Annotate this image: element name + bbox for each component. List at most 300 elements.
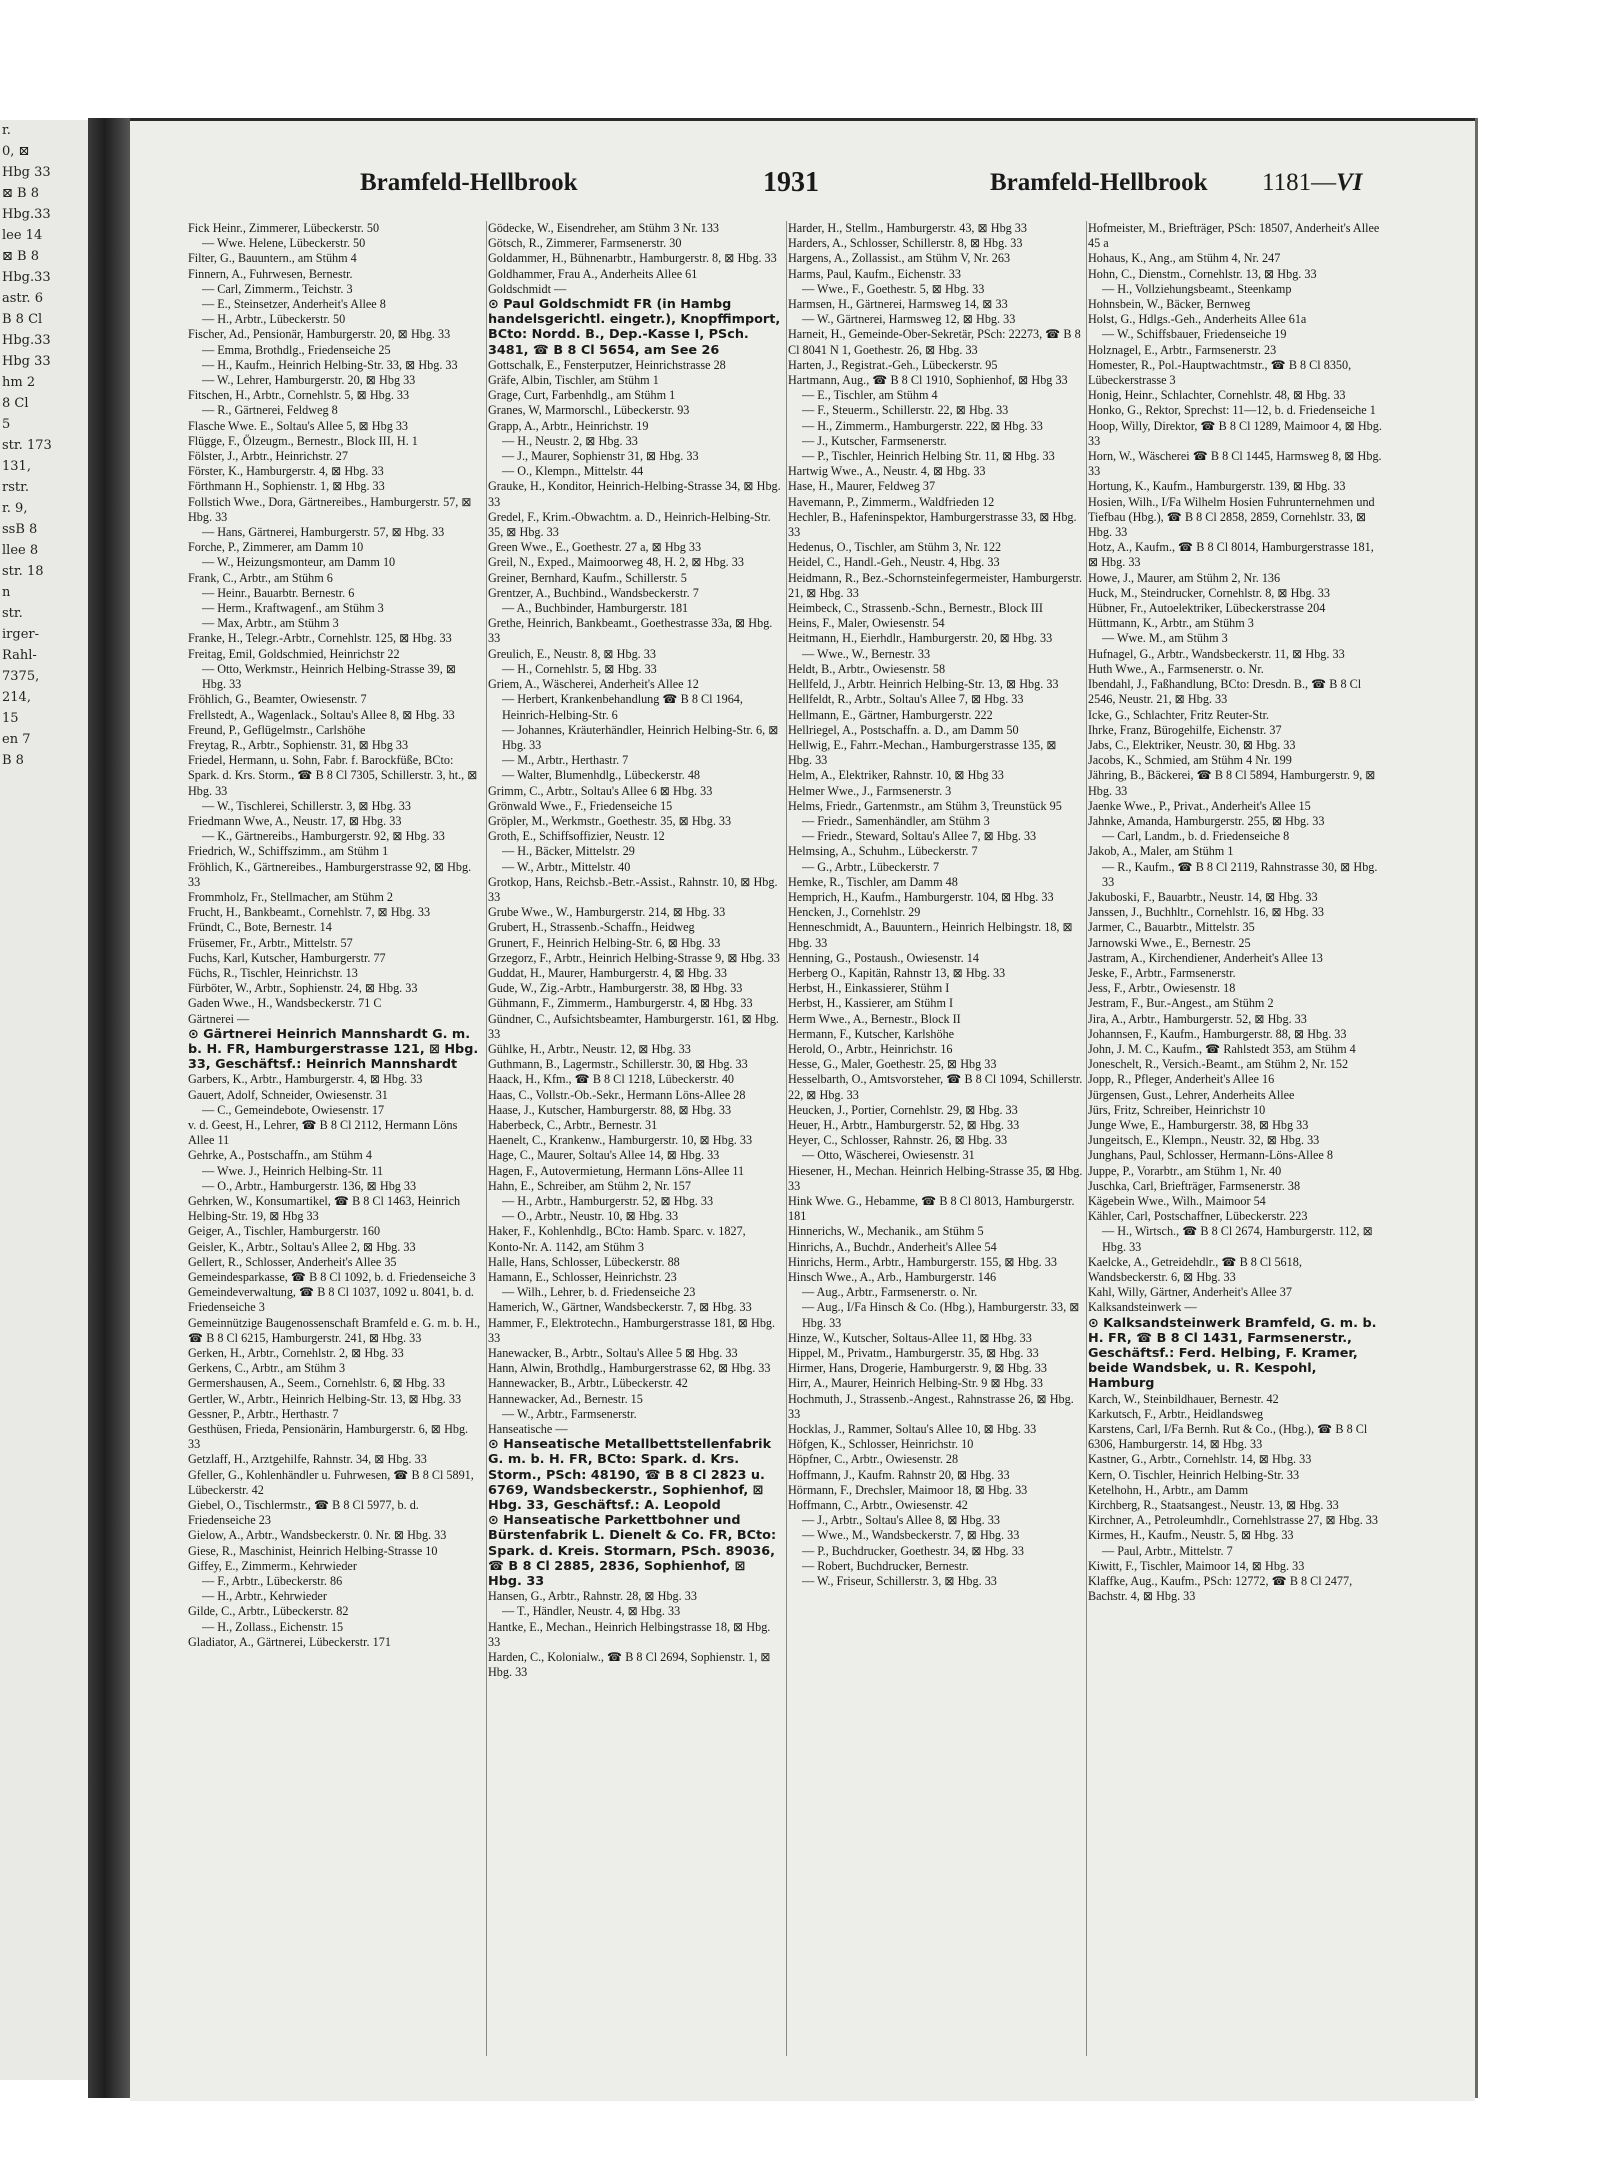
directory-entry: Hansen, G., Arbtr., Rahnstr. 28, ⊠ Hbg. 33 bbox=[488, 1589, 697, 1604]
directory-entry: Hoffmann, C., Arbtr., Owiesenstr. 42 bbox=[788, 1498, 968, 1513]
column-1 bbox=[188, 221, 483, 2061]
directory-entry: Jestram, F., Bur.-Angest., am Stühm 2 bbox=[1088, 996, 1274, 1011]
directory-entry: Hahn, E., Schreiber, am Stühm 2, Nr. 157 bbox=[488, 1178, 691, 1193]
directory-entry: Hesselbarth, O., Amtsvorsteher, ☎ B 8 Cl 1094, Schillerstr. 22, ⊠ Hbg. 33 bbox=[788, 1072, 1083, 1102]
directory-entry: — Otto, Werkmstr., Heinrich Helbing-Strasse 39, ⊠ Hbg. 33 bbox=[202, 661, 457, 692]
prev-page-fragment: astr. 6 bbox=[2, 291, 43, 306]
directory-entry: Jarnowski Wwe., E., Bernestr. 25 bbox=[1088, 935, 1251, 950]
directory-entry: — C., Gemeindebote, Owiesenstr. 17 bbox=[202, 1102, 385, 1117]
directory-entry: Gemeindesparkasse, ☎ B 8 Cl 1092, b. d. Friedenseiche 3 bbox=[188, 1270, 476, 1285]
directory-entry: Jaenke Wwe., P., Privat., Anderheit's Allee 15 bbox=[1088, 798, 1311, 813]
directory-entry: — Max, Arbtr., am Stühm 3 bbox=[202, 616, 339, 631]
directory-entry: Hanewacker, B., Arbtr., Soltau's Allee 5 ⊠ Hbg. 33 bbox=[488, 1346, 738, 1361]
directory-entry: Kern, O. Tischler, Heinrich Helbing-Str. 33 bbox=[1088, 1467, 1300, 1482]
directory-entry: Jungeitsch, E., Klempn., Neustr. 32, ⊠ Hbg. 33 bbox=[1088, 1133, 1320, 1148]
directory-entry: Greulich, E., Neustr. 8, ⊠ Hbg. 33 bbox=[488, 646, 656, 661]
directory-entry: — Aug., Arbtr., Farmsenerstr. o. Nr. bbox=[802, 1285, 978, 1300]
directory-entry: — T., Händler, Neustr. 4, ⊠ Hbg. 33 bbox=[502, 1604, 681, 1619]
directory-entry: — Herbert, Krankenbehandlung ☎ B 8 Cl 1964, Heinrich-Helbing-Str. 6 bbox=[502, 692, 743, 722]
prev-page-fragment: Hbg.33 bbox=[2, 270, 51, 285]
directory-entry: Harmsen, H., Gärtnerei, Harmsweg 14, ⊠ 33 bbox=[788, 297, 1008, 312]
directory-entry: Hinrichs, A., Buchdr., Anderheit's Allee 54 bbox=[788, 1239, 997, 1254]
directory-entry: Helm, A., Elektriker, Rahnstr. 10, ⊠ Hbg 33 bbox=[788, 768, 1004, 783]
directory-entry: Hofmeister, M., Briefträger, PSch: 18507, Anderheit's Allee 45 a bbox=[1088, 221, 1380, 251]
directory-entry: Hörmann, F., Drechsler, Maimoor 18, ⊠ Hbg. 33 bbox=[788, 1482, 1028, 1497]
prev-page-fragment: ⊠ B 8 bbox=[2, 186, 39, 201]
directory-entry: Finnern, A., Fuhrwesen, Bernestr. bbox=[188, 266, 353, 281]
prev-page-fragment: lee 14 bbox=[2, 228, 43, 243]
directory-entry: Harms, Paul, Kaufm., Eichenstr. 33 bbox=[788, 266, 961, 281]
directory-entry: Höpfner, C., Arbtr., Owiesenstr. 28 bbox=[788, 1452, 959, 1467]
directory-entry: Hink Wwe. G., Hebamme, ☎ B 8 Cl 8013, Hamburgerstr. 181 bbox=[788, 1194, 1075, 1224]
directory-entry: Hemke, R., Tischler, am Damm 48 bbox=[788, 874, 958, 889]
directory-entry: Jähring, B., Bäckerei, ☎ B 8 Cl 5894, Hamburgerstr. 9, ⊠ Hbg. 33 bbox=[1088, 768, 1376, 798]
directory-entry: Fründt, C., Bote, Bernestr. 14 bbox=[188, 920, 332, 935]
directory-entry: Hocklas, J., Rammer, Soltau's Allee 10, ⊠ Hbg. 33 bbox=[788, 1422, 1037, 1437]
directory-entry: — E., Tischler, am Stühm 4 bbox=[802, 388, 938, 403]
directory-entry: Gielow, A., Arbtr., Wandsbeckerstr. 0. Nr. ⊠ Hbg. 33 bbox=[188, 1528, 447, 1543]
directory-entry: Groth, E., Schiffsoffizier, Neustr. 12 bbox=[488, 829, 665, 844]
directory-entry: Karstens, Carl, I/Fa Bernh. Rut & Co., (Hbg.), ☎ B 8 Cl 6306, Hamburgerstr. 14, ⊠ Hbg. 33 bbox=[1088, 1422, 1368, 1452]
directory-entry: Kägebein Wwe., Wilh., Maimoor 54 bbox=[1088, 1194, 1266, 1208]
column-3 bbox=[788, 221, 1083, 2061]
directory-entry: — Robert, Buchdrucker, Bernestr. bbox=[802, 1558, 969, 1573]
directory-entry: — Aug., I/Fa Hinsch & Co. (Hbg.), Hamburgerstr. 33, ⊠ Hbg. 33 bbox=[802, 1300, 1080, 1330]
directory-entry: Gesthüsen, Frieda, Pensionärin, Hamburgerstr. 6, ⊠ Hbg. 33 bbox=[188, 1422, 469, 1452]
prev-page-fragment: Hbg.33 bbox=[2, 333, 51, 348]
directory-entry: Gühmann, F., Zimmerm., Hamburgerstr. 4, ⊠ Hbg. 33 bbox=[488, 996, 753, 1011]
directory-entry: Franke, H., Telegr.-Arbtr., Cornehlstr. 125, ⊠ Hbg. 33 bbox=[188, 631, 452, 646]
column-2 bbox=[488, 221, 783, 2061]
directory-entry: Giffey, E., Zimmerm., Kehrwieder bbox=[188, 1558, 357, 1573]
directory-entry: Henneschmidt, A., Bauuntern., Heinrich Helbingstr. 18, ⊠ Hbg. 33 bbox=[788, 920, 1073, 950]
page-edge bbox=[1475, 118, 1478, 2098]
previous-page-edge bbox=[0, 120, 88, 2080]
directory-entry: v. d. Geest, H., Lehrer, ☎ B 8 Cl 2112, Hermann Löns Allee 11 bbox=[188, 1117, 458, 1148]
prev-page-fragment: 214, bbox=[2, 690, 31, 705]
directory-entry: Hirmer, Hans, Drogerie, Hamburgerstr. 9, ⊠ Hbg. 33 bbox=[788, 1361, 1047, 1376]
directory-entry: Honko, G., Rektor, Sprechst: 11—12, b. d. Friedenseiche 1 bbox=[1088, 403, 1376, 418]
directory-entry: Jopp, R., Pfleger, Anderheit's Allee 16 bbox=[1088, 1072, 1275, 1087]
directory-entry: Heins, F., Maler, Owiesenstr. 54 bbox=[788, 616, 945, 631]
directory-entry: Gladiator, A., Gärtnerei, Lübeckerstr. 171 bbox=[188, 1634, 391, 1649]
directory-entry: Geiger, A., Tischler, Hamburgerstr. 160 bbox=[188, 1224, 381, 1239]
directory-entry: Fuchs, Karl, Kutscher, Hamburgerstr. 77 bbox=[188, 950, 386, 965]
directory-entry: Hencken, J., Cornehlstr. 29 bbox=[788, 905, 921, 920]
page-header bbox=[130, 169, 1475, 209]
directory-entry: Freund, P., Geflügelmstr., Carlshöhe bbox=[188, 722, 366, 737]
directory-entry: Horn, W., Wäscherei ☎ B 8 Cl 1445, Harmsweg 8, ⊠ Hbg. 33 bbox=[1088, 449, 1382, 479]
prev-page-fragment: B 8 bbox=[2, 753, 24, 768]
directory-entry: Hohaus, K., Ang., am Stühm 4, Nr. 247 bbox=[1088, 251, 1281, 266]
directory-entry: Gerkens, C., Arbtr., am Stühm 3 bbox=[188, 1361, 346, 1376]
directory-entry: Gerken, H., Arbtr., Cornehlstr. 2, ⊠ Hbg. 33 bbox=[188, 1346, 404, 1361]
prev-page-fragment: 0, ⊠ bbox=[2, 144, 30, 159]
directory-entry: Fischer, Ad., Pensionär, Hamburgerstr. 20, ⊠ Hbg. 33 bbox=[188, 327, 451, 342]
directory-entry: Hufnagel, G., Arbtr., Wandsbeckerstr. 11, ⊠ Hbg. 33 bbox=[1088, 646, 1345, 661]
directory-entry: Frucht, H., Bankbeamt., Cornehlstr. 7, ⊠ Hbg. 33 bbox=[188, 905, 431, 920]
directory-entry: Gündner, C., Aufsichtsbeamter, Hamburgerstr. 161, ⊠ Hbg. 33 bbox=[488, 1011, 779, 1041]
directory-entry: Juschka, Carl, Briefträger, Farmsenerstr. 38 bbox=[1088, 1178, 1301, 1193]
prev-page-fragment: 15 bbox=[2, 711, 19, 726]
directory-entry: Fürböter, W., Arbtr., Sophienstr. 24, ⊠ Hbg. 33 bbox=[188, 981, 418, 996]
directory-entry: — W., Gärtnerei, Harmsweg 12, ⊠ Hbg. 33 bbox=[802, 312, 1016, 327]
directory-entry: Follstich Wwe., Dora, Gärtnereibes., Hamburgerstr. 57, ⊠ Hbg. 33 bbox=[188, 494, 472, 524]
directory-entry: Gfeller, G., Kohlenhändler u. Fuhrwesen, ☎ B 8 Cl 5891, Lübeckerstr. 42 bbox=[188, 1467, 474, 1497]
prev-page-fragment: irger- bbox=[2, 627, 39, 642]
directory-entry: Grunert, F., Heinrich Helbing-Str. 6, ⊠ Hbg. 33 bbox=[488, 935, 721, 950]
directory-entry: — F., Arbtr., Lübeckerstr. 86 bbox=[202, 1574, 343, 1589]
directory-entry: Herbst, H., Einkassierer, Stühm I bbox=[788, 981, 950, 996]
directory-entry: Haas, C., Vollstr.-Ob.-Sekr., Hermann Löns-Allee 28 bbox=[488, 1087, 746, 1102]
prev-page-fragment: Rahl- bbox=[2, 648, 37, 663]
prev-page-fragment: str. bbox=[2, 606, 23, 621]
directory-entry: — J., Arbtr., Soltau's Allee 8, ⊠ Hbg. 33 bbox=[802, 1513, 1000, 1528]
directory-entry: — O., Arbtr., Neustr. 10, ⊠ Hbg. 33 bbox=[502, 1209, 679, 1224]
prev-page-fragment: Hbg 33 bbox=[2, 354, 51, 369]
directory-entry: Götsch, R., Zimmerer, Farmsenerstr. 30 bbox=[488, 236, 682, 251]
directory-entry: Klaffke, Aug., Kaufm., PSch: 12772, ☎ B 8 Cl 2477, Bachstr. 4, ⊠ Hbg. 33 bbox=[1088, 1574, 1353, 1604]
directory-entry: — H., Arbtr., Kehrwieder bbox=[202, 1589, 327, 1604]
directory-entry: Gottschalk, E., Fensterputzer, Heinrichstrasse 28 bbox=[488, 357, 726, 372]
directory-entry: Gräfe, Albin, Tischler, am Stühm 1 bbox=[488, 373, 659, 388]
directory-entry: Jess, F., Arbtr., Owiesenstr. 18 bbox=[1088, 981, 1236, 996]
directory-entry: Heidel, C., Handl.-Geh., Neustr. 4, Hbg. 33 bbox=[788, 555, 1000, 570]
directory-entry: Gühlke, H., Arbtr., Neustr. 12, ⊠ Hbg. 33 bbox=[488, 1041, 691, 1056]
directory-entry: Fölster, J., Arbtr., Heinrichstr. 27 bbox=[188, 449, 348, 464]
directory-entry: Frank, C., Arbtr., am Stühm 6 bbox=[188, 570, 333, 585]
directory-entry: ⊙ Paul Goldschmidt FR (in Hambg handelsgerichtl. eingetr.), Knopffimport, BCto: Nordd. B., Dep.-Kasse I, PSch. 3481, ☎ B 8 Cl 5654, am See 26 bbox=[488, 297, 781, 358]
directory-entry: Herberg O., Kapitän, Rahnstr 13, ⊠ Hbg. 33 bbox=[788, 965, 1006, 980]
directory-entry: Heucken, J., Portier, Cornehlstr. 29, ⊠ Hbg. 33 bbox=[788, 1102, 1018, 1117]
directory-entry: — Emma, Brothdlg., Friedenseiche 25 bbox=[202, 342, 391, 357]
directory-entry: — Paul, Arbtr., Mittelstr. 7 bbox=[1102, 1543, 1233, 1558]
directory-entry: Janssen, J., Buchhltr., Cornehlstr. 16, ⊠ Hbg. 33 bbox=[1088, 905, 1325, 920]
directory-entry: Hellriegel, A., Postschaffn. a. D., am Damm 50 bbox=[788, 722, 1019, 737]
directory-entry: Jakuboski, F., Bauarbtr., Neustr. 14, ⊠ Hbg. 33 bbox=[1088, 889, 1318, 904]
directory-entry: — Wwe., M., Wandsbeckerstr. 7, ⊠ Hbg. 33 bbox=[802, 1528, 1020, 1543]
directory-entry: Jakob, A., Maler, am Stühm 1 bbox=[1088, 844, 1234, 859]
directory-entry: — A., Buchbinder, Hamburgerstr. 181 bbox=[502, 601, 689, 616]
directory-entry: Kirchner, A., Petroleumhdlr., Cornehlstrasse 27, ⊠ Hbg. 33 bbox=[1088, 1513, 1378, 1528]
directory-entry: — H., Vollziehungsbeamt., Steenkamp bbox=[1102, 281, 1292, 296]
directory-entry: — Wwe., F., Goethestr. 5, ⊠ Hbg. 33 bbox=[802, 281, 985, 296]
directory-entry: Grönwald Wwe., F., Friedenseiche 15 bbox=[488, 798, 673, 813]
directory-entry: — Wwe. M., am Stühm 3 bbox=[1102, 631, 1228, 646]
directory-entry: — W., Heizungsmonteur, am Damm 10 bbox=[202, 555, 396, 570]
directory-entry: Gemeinnützige Baugenossenschaft Bramfeld e. G. m. b. H., ☎ B 8 Cl 6215, Hamburgerstr. 241, ⊠ Hbg. 33 bbox=[188, 1315, 481, 1345]
directory-entry: Hagen, F., Autovermietung, Hermann Löns-Allee 11 bbox=[488, 1163, 745, 1178]
directory-entry: Hüttmann, K., Arbtr., am Stühm 3 bbox=[1088, 616, 1254, 631]
directory-entry: Heidmann, R., Bez.-Schornsteinfegermeister, Hamburgerstr. 21, ⊠ Hbg. 33 bbox=[788, 570, 1083, 600]
directory-entry: Hechler, B., Hafeninspektor, Hamburgerstrasse 33, ⊠ Hbg. 33 bbox=[788, 509, 1077, 540]
directory-entry: Karch, W., Steinbildhauer, Bernestr. 42 bbox=[1088, 1391, 1279, 1406]
directory-entry: Jira, A., Arbtr., Hamburgerstr. 52, ⊠ Hbg. 33 bbox=[1088, 1011, 1307, 1026]
directory-entry: Havemann, P., Zimmerm., Waldfrieden 12 bbox=[788, 494, 995, 509]
directory-entry: Hedenus, O., Tischler, am Stühm 3, Nr. 122 bbox=[788, 540, 1002, 555]
directory-entry: Fick Heinr., Zimmerer, Lübeckerstr. 50 bbox=[188, 221, 380, 235]
directory-entry: Goldammer, H., Bühnenarbtr., Hamburgerstr. 8, ⊠ Hbg. 33 bbox=[488, 251, 777, 266]
directory-page bbox=[130, 118, 1475, 2101]
directory-entry: Gilde, C., Arbtr., Lübeckerstr. 82 bbox=[188, 1604, 349, 1619]
directory-entry: Kirchberg, R., Staatsangest., Neustr. 13, ⊠ Hbg. 33 bbox=[1088, 1498, 1339, 1513]
directory-entry: Hage, C., Maurer, Soltau's Allee 14, ⊠ Hbg. 33 bbox=[488, 1148, 720, 1163]
directory-entry: — H., Wirtsch., ☎ B 8 Cl 2674, Hamburgerstr. 112, ⊠ Hbg. 33 bbox=[1102, 1224, 1373, 1254]
directory-entry: Jabs, C., Elektriker, Neustr. 30, ⊠ Hbg. 33 bbox=[1088, 737, 1296, 752]
directory-entry: Grentzer, A., Buchbind., Wandsbeckerstr. 7 bbox=[488, 585, 699, 600]
directory-entry: Herm Wwe., A., Bernestr., Block II bbox=[788, 1011, 961, 1026]
column-4 bbox=[1088, 221, 1383, 2061]
directory-entry: — M., Arbtr., Herthastr. 7 bbox=[502, 753, 629, 768]
directory-entry: Hamerich, W., Gärtner, Wandsbeckerstr. 7, ⊠ Hbg. 33 bbox=[488, 1300, 752, 1315]
prev-page-fragment: rstr. bbox=[2, 480, 30, 495]
directory-entry: Förster, K., Hamburgerstr. 4, ⊠ Hbg. 33 bbox=[188, 464, 384, 479]
directory-entry: ⊙ Kalksandsteinwerk Bramfeld, G. m. b. H. FR, ☎ B 8 Cl 1431, Farmsenerstr., Geschäftsf.: Ferd. Helbing, F. Kramer, beide Wandsbek, u. R. Kespohl, Hamburg bbox=[1088, 1315, 1377, 1392]
directory-entry: Hohn, C., Dienstm., Cornehlstr. 13, ⊠ Hbg. 33 bbox=[1088, 266, 1317, 281]
prev-page-fragment: n bbox=[2, 585, 11, 600]
directory-entry: Gehrke, A., Postschaffn., am Stühm 4 bbox=[188, 1148, 372, 1163]
directory-entry: Huth Wwe., A., Farmsenerstr. o. Nr. bbox=[1088, 661, 1264, 676]
directory-entry: Fröhlich, G., Beamter, Owiesenstr. 7 bbox=[188, 692, 367, 707]
directory-entry: — H., Zimmerm., Hamburgerstr. 222, ⊠ Hbg. 33 bbox=[802, 418, 1043, 433]
directory-entry: — H., Neustr. 2, ⊠ Hbg. 33 bbox=[502, 433, 638, 448]
directory-entry: Giese, R., Maschinist, Heinrich Helbing-Strasse 10 bbox=[188, 1543, 438, 1558]
directory-entry: Hippel, M., Privatm., Hamburgerstr. 35, ⊠ Hbg. 33 bbox=[788, 1346, 1039, 1361]
directory-entry: Kaelcke, A., Getreidehdlr., ☎ B 8 Cl 5618, Wandsbeckerstr. 6, ⊠ Hbg. 33 bbox=[1088, 1254, 1302, 1285]
directory-entry: Herbst, H., Kassierer, am Stühm I bbox=[788, 996, 954, 1011]
directory-entry: Huck, M., Steindrucker, Cornehlstr. 8, ⊠ Hbg. 33 bbox=[1088, 585, 1330, 600]
directory-entry: Jarmer, C., Bauarbtr., Mittelstr. 35 bbox=[1088, 920, 1255, 935]
directory-entry: Freytag, R., Arbtr., Sophienstr. 31, ⊠ Hbg 33 bbox=[188, 737, 409, 752]
directory-entry: — W., Friseur, Schillerstr. 3, ⊠ Hbg. 33 bbox=[802, 1574, 997, 1589]
directory-entry: Hellfeldt, R., Arbtr., Soltau's Allee 7, ⊠ Hbg. 33 bbox=[788, 692, 1024, 707]
directory-entry: Fitschen, H., Arbtr., Cornehlstr. 5, ⊠ Hbg. 33 bbox=[188, 388, 410, 403]
directory-entry: — Hans, Gärtnerei, Hamburgerstr. 57, ⊠ Hbg. 33 bbox=[202, 525, 445, 540]
directory-entry: — Friedr., Steward, Soltau's Allee 7, ⊠ Hbg. 33 bbox=[802, 829, 1037, 844]
directory-entry: Gemeindeverwaltung, ☎ B 8 Cl 1037, 1092 u. 8041, b. d. Friedenseiche 3 bbox=[188, 1285, 474, 1315]
directory-entry: Helmsing, A., Schuhm., Lübeckerstr. 7 bbox=[788, 844, 978, 859]
prev-page-fragment: Hbg 33 bbox=[2, 165, 51, 180]
directory-entry: Getzlaff, H., Arztgehilfe, Rahnstr. 34, ⊠ Hbg. 33 bbox=[188, 1452, 427, 1467]
directory-entry: Giebel, O., Tischlermstr., ☎ B 8 Cl 5977, b. d. Friedenseiche 23 bbox=[188, 1498, 419, 1528]
directory-entry: Füchs, R., Tischler, Heinrichstr. 13 bbox=[188, 965, 358, 980]
directory-entry: Guthmann, B., Lagermstr., Schillerstr. 30, ⊠ Hbg. 33 bbox=[488, 1057, 748, 1072]
header-left-title: Bramfeld-Hellbrook bbox=[360, 169, 578, 196]
directory-entry: John, J. M. C., Kaufm., ☎ Rahlstedt 353, am Stühm 4 bbox=[1088, 1041, 1356, 1056]
directory-entry: Heuer, H., Arbtr., Hamburgerstr. 52, ⊠ Hbg. 33 bbox=[788, 1117, 1020, 1132]
directory-entry: Grapp, A., Arbtr., Heinrichstr. 19 bbox=[488, 418, 649, 433]
directory-entry: Fröhlich, K., Gärtnereibes., Hamburgerstrasse 92, ⊠ Hbg. 33 bbox=[188, 859, 472, 889]
prev-page-fragment: r. bbox=[2, 123, 11, 138]
directory-entry: — O., Klempn., Mittelstr. 44 bbox=[502, 464, 644, 479]
directory-entry: Goldhammer, Frau A., Anderheits Allee 61 bbox=[488, 266, 698, 281]
prev-page-fragment: llee 8 bbox=[2, 543, 39, 558]
directory-entry: Grubert, H., Strassenb.-Schaffn., Heidweg bbox=[488, 920, 695, 935]
directory-entry: Goldschmidt — bbox=[488, 281, 567, 296]
directory-entry: — Wwe., W., Bernestr. 33 bbox=[802, 646, 931, 661]
directory-entry: Gertler, W., Arbtr., Heinrich Helbing-Str. 13, ⊠ Hbg. 33 bbox=[188, 1391, 462, 1406]
directory-entry: Hammer, F., Elektrotechn., Hamburgerstrasse 181, ⊠ Hbg. 33 bbox=[488, 1315, 776, 1345]
directory-entry: Hoffmann, J., Kaufm. Rahnstr 20, ⊠ Hbg. 33 bbox=[788, 1467, 1010, 1482]
directory-entry: Hosien, Wilh., I/Fa Wilhelm Hosien Fuhrunternehmen und Tiefbau (Hbg.), ☎ B 8 Cl 2858, 2859, Cornehlstr. 33, ⊠ Hbg. 33 bbox=[1088, 494, 1375, 540]
directory-entry: Holznagel, E., Arbtr., Farmsenerstr. 23 bbox=[1088, 342, 1277, 357]
directory-entry: Harten, J., Registrat.-Geh., Lübeckerstr. 95 bbox=[788, 357, 998, 372]
directory-entry: Hannewacker, Ad., Bernestr. 15 bbox=[488, 1391, 643, 1406]
directory-entry: Grotkop, Hans, Reichsb.-Betr.-Assist., Rahnstr. 10, ⊠ Hbg. 33 bbox=[488, 874, 778, 904]
directory-entry: Grauke, H., Konditor, Heinrich-Helbing-Strasse 34, ⊠ Hbg. 33 bbox=[488, 479, 781, 509]
directory-entry: Hohnsbein, W., Bäcker, Bernweg bbox=[1088, 297, 1251, 312]
directory-entry: Homester, R., Pol.-Hauptwachtmstr., ☎ B 8 Cl 8350, Lübeckerstrasse 3 bbox=[1088, 357, 1352, 388]
directory-entry: Juppe, P., Vorarbtr., am Stühm 1, Nr. 40 bbox=[1088, 1163, 1282, 1178]
directory-entry: — W., Arbtr., Farmsenerstr. bbox=[502, 1406, 637, 1421]
directory-entry: Hiesener, H., Mechan. Heinrich Helbing-Strasse 35, ⊠ Hbg. 33 bbox=[788, 1163, 1083, 1193]
book-spine bbox=[88, 118, 130, 2098]
directory-entry: Friedmann Wwe, A., Neustr. 17, ⊠ Hbg. 33 bbox=[188, 813, 402, 828]
directory-entry: — R., Gärtnerei, Feldweg 8 bbox=[202, 403, 338, 418]
directory-entry: — E., Steinsetzer, Anderheit's Allee 8 bbox=[202, 297, 386, 312]
directory-entry: Harders, A., Schlosser, Schillerstr. 8, ⊠ Hbg. 33 bbox=[788, 236, 1023, 251]
directory-entry: — H., Cornehlstr. 5, ⊠ Hbg. 33 bbox=[502, 661, 657, 676]
directory-entry: Hotz, A., Kaufm., ☎ B 8 Cl 8014, Hamburgerstrasse 181, ⊠ Hbg. 33 bbox=[1088, 540, 1374, 570]
directory-entry: Helmer Wwe., J., Farmsenerstr. 3 bbox=[788, 783, 952, 798]
directory-entry: Hoop, Willy, Direktor, ☎ B 8 Cl 1289, Maimoor 4, ⊠ Hbg. 33 bbox=[1088, 418, 1382, 448]
directory-entry: Kirmes, H., Kaufm., Neustr. 5, ⊠ Hbg. 33 bbox=[1088, 1528, 1294, 1543]
directory-entry: — Wwe. Helene, Lübeckerstr. 50 bbox=[202, 236, 366, 251]
directory-entry: Kalksandsteinwerk — bbox=[1088, 1300, 1197, 1315]
directory-entry: Hinrichs, Herm., Arbtr., Hamburgerstr. 155, ⊠ Hbg. 33 bbox=[788, 1254, 1057, 1269]
directory-entry: — W., Schiffsbauer, Friedenseiche 19 bbox=[1102, 327, 1287, 342]
directory-entry: Grethe, Heinrich, Bankbeamt., Goethestrasse 33a, ⊠ Hbg. 33 bbox=[488, 616, 773, 646]
directory-entry: — H., Arbtr., Hamburgerstr. 52, ⊠ Hbg. 33 bbox=[502, 1194, 714, 1208]
prev-page-fragment: ssB 8 bbox=[2, 522, 38, 537]
directory-entry: Grimm, C., Arbtr., Soltau's Allee 6 ⊠ Hbg. 33 bbox=[488, 783, 713, 798]
directory-entry: — K., Gärtnereibs., Hamburgerstr. 92, ⊠ Hbg. 33 bbox=[202, 829, 445, 844]
directory-entry: — Herm., Kraftwagenf., am Stühm 3 bbox=[202, 601, 384, 616]
directory-entry: — Otto, Wäscherei, Owiesenstr. 31 bbox=[802, 1148, 975, 1163]
entry-columns bbox=[188, 221, 1388, 2061]
directory-entry: Hübner, Fr., Autoelektriker, Lübeckerstrasse 204 bbox=[1088, 601, 1326, 616]
directory-entry: Herold, O., Arbtr., Heinrichstr. 16 bbox=[788, 1041, 953, 1056]
directory-entry: Haker, F., Kohlenhdlg., BCto: Hamb. Sparc. v. 1827, Konto-Nr. A. 1142, am Stühm 3 bbox=[488, 1224, 746, 1254]
directory-entry: Kiwitt, F., Tischler, Maimoor 14, ⊠ Hbg. 33 bbox=[1088, 1558, 1305, 1573]
directory-entry: Heitmann, H., Eierhdlr., Hamburgerstr. 20, ⊠ Hbg. 33 bbox=[788, 631, 1053, 646]
directory-entry: Hase, H., Maurer, Feldweg 37 bbox=[788, 479, 936, 494]
directory-entry: Harden, C., Kolonialw., ☎ B 8 Cl 2694, Sophienstr. 1, ⊠ Hbg. 33 bbox=[488, 1650, 771, 1680]
directory-entry: — H., Arbtr., Lübeckerstr. 50 bbox=[202, 312, 346, 327]
directory-entry: Howe, J., Maurer, am Stühm 2, Nr. 136 bbox=[1088, 570, 1281, 585]
directory-entry: Hochmuth, J., Strassenb.-Angest., Rahnstrasse 26, ⊠ Hbg. 33 bbox=[788, 1391, 1074, 1421]
prev-page-fragment: str. 18 bbox=[2, 564, 44, 579]
prev-page-fragment: str. 173 bbox=[2, 438, 52, 453]
directory-entry: Joneschelt, R., Versich.-Beamt., am Stühm 2, Nr. 152 bbox=[1088, 1057, 1349, 1072]
directory-entry: Garbers, K., Arbtr., Hamburgerstr. 4, ⊠ Hbg. 33 bbox=[188, 1072, 423, 1087]
directory-entry: Hanseatische — bbox=[488, 1422, 568, 1437]
directory-entry: Haack, H., Kfm., ☎ B 8 Cl 1218, Lübeckerstr. 40 bbox=[488, 1072, 735, 1087]
directory-entry: Jürs, Fritz, Schreiber, Heinrichstr 10 bbox=[1088, 1102, 1266, 1117]
page-section: VI bbox=[1336, 169, 1363, 196]
directory-entry: Holst, G., Hdlgs.-Geh., Anderheits Allee 61a bbox=[1088, 312, 1307, 327]
directory-entry: Hermann, F., Kutscher, Karlshöhe bbox=[788, 1026, 955, 1041]
directory-entry: Frellstedt, A., Wagenlack., Soltau's Allee 8, ⊠ Hbg. 33 bbox=[188, 707, 455, 722]
directory-entry: Hirr, A., Maurer, Heinrich Helbing-Str. 9 ⊠ Hbg. 33 bbox=[788, 1376, 1043, 1391]
directory-entry: Ketelhohn, H., Arbtr., am Damm bbox=[1088, 1482, 1249, 1497]
directory-entry: — Wwe. J., Heinrich Helbing-Str. 11 bbox=[202, 1163, 384, 1178]
directory-entry: Halle, Hans, Schlosser, Lübeckerstr. 88 bbox=[488, 1254, 680, 1269]
directory-entry: Johannsen, F., Kaufm., Hamburgerstr. 88, ⊠ Hbg. 33 bbox=[1088, 1026, 1347, 1041]
directory-entry: — J., Maurer, Sophienstr 31, ⊠ Hbg. 33 bbox=[502, 449, 699, 464]
directory-entry: Flasche Wwe. E., Soltau's Allee 5, ⊠ Hbg 33 bbox=[188, 418, 409, 433]
directory-entry: Jastram, A., Kirchendiener, Anderheit's Allee 13 bbox=[1088, 950, 1323, 965]
directory-entry: Haase, J., Kutscher, Hamburgerstr. 88, ⊠ Hbg. 33 bbox=[488, 1102, 732, 1117]
directory-entry: Kähler, Carl, Postschaffner, Lübeckerstr. 223 bbox=[1088, 1209, 1308, 1224]
prev-page-fragment: 5 bbox=[2, 417, 11, 432]
directory-entry: — Johannes, Kräuterhändler, Heinrich Helbing-Str. 6, ⊠ Hbg. 33 bbox=[502, 722, 779, 752]
directory-entry: Hamann, E., Schlosser, Heinrichstr. 23 bbox=[488, 1270, 677, 1285]
directory-entry: Karkutsch, F., Arbtr., Heidlandsweg bbox=[1088, 1406, 1264, 1421]
directory-entry: Honig, Heinr., Schlachter, Cornehlstr. 48, ⊠ Hbg. 33 bbox=[1088, 388, 1346, 403]
directory-entry: — W., Lehrer, Hamburgerstr. 20, ⊠ Hbg 33 bbox=[202, 373, 416, 388]
directory-entry: ⊙ Hanseatische Metallbettstellenfabrik G. m. b. H. FR, BCto: Spark. d. Krs. Storm., PSch: 48190, ☎ B 8 Cl 2823 u. 6769, Wandsbeckerstr., Sophienhof, ⊠ Hbg. 33, Geschäftsf.: A. Leopold bbox=[488, 1437, 772, 1514]
directory-entry: Gaden Wwe., H., Wandsbeckerstr. 71 C bbox=[188, 996, 382, 1011]
directory-entry: Green Wwe., E., Goethestr. 27 a, ⊠ Hbg 33 bbox=[488, 540, 702, 555]
directory-entry: — Carl, Landm., b. d. Friedenseiche 8 bbox=[1102, 829, 1290, 844]
directory-entry: Jürgensen, Gust., Lehrer, Anderheits Allee bbox=[1088, 1087, 1295, 1102]
directory-entry: ⊙ Gärtnerei Heinrich Mannshardt G. m. b. H. FR, Hamburgerstrasse 121, ⊠ Hbg. 33, Geschäftsf.: Heinrich Mannshardt bbox=[188, 1026, 479, 1073]
directory-entry: Flügge, F., Ölzeugm., Bernestr., Block III, H. 1 bbox=[188, 433, 418, 448]
directory-entry: Förthmann H., Sophienstr. 1, ⊠ Hbg. 33 bbox=[188, 479, 385, 494]
directory-entry: Früsemer, Fr., Arbtr., Mittelstr. 57 bbox=[188, 935, 353, 950]
directory-entry: Grzegorz, F., Arbtr., Heinrich Helbing-Strasse 9, ⊠ Hbg. 33 bbox=[488, 950, 780, 965]
header-year: 1931 bbox=[763, 167, 819, 198]
directory-entry: Jahnke, Amanda, Hamburgerstr. 255, ⊠ Hbg. 33 bbox=[1088, 813, 1325, 828]
prev-page-fragment: 8 Cl bbox=[2, 396, 29, 411]
directory-entry: Heimbeck, C., Strassenb.-Schn., Bernestr., Block III bbox=[788, 601, 1043, 616]
directory-entry: Hortung, K., Kaufm., Hamburgerstr. 139, ⊠ Hbg. 33 bbox=[1088, 479, 1346, 494]
directory-entry: Gessner, P., Arbtr., Herthastr. 7 bbox=[188, 1406, 339, 1421]
prev-page-fragment: 7375, bbox=[2, 669, 40, 684]
directory-entry: Hinze, W., Kutscher, Soltaus-Allee 11, ⊠ Hbg. 33 bbox=[788, 1330, 1032, 1345]
directory-entry: — H., Zollass., Eichenstr. 15 bbox=[202, 1619, 344, 1634]
prev-page-fragment: ⊠ B 8 bbox=[2, 249, 39, 264]
directory-entry: Hargens, A., Zollassist., am Stühm V, Nr. 263 bbox=[788, 251, 1011, 266]
directory-entry: Harneit, H., Gemeinde-Ober-Sekretär, PSch: 22273, ☎ B 8 Cl 8041 N 1, Goethestr. 26, ⊠ Hbg. 33 bbox=[788, 327, 1081, 357]
directory-entry: Gellert, R., Schlosser, Anderheit's Allee 35 bbox=[188, 1254, 397, 1269]
directory-entry: Hellmann, E., Gärtner, Hamburgerstr. 222 bbox=[788, 707, 993, 722]
directory-entry: Gödecke, W., Eisendreher, am Stühm 3 Nr. 133 bbox=[488, 221, 720, 235]
directory-entry: Hellfeld, J., Arbtr. Heinrich Helbing-Str. 13, ⊠ Hbg. 33 bbox=[788, 677, 1059, 692]
directory-entry: Icke, G., Schlachter, Fritz Reuter-Str. bbox=[1088, 707, 1270, 722]
directory-entry: Friedrich, W., Schiffszimm., am Stühm 1 bbox=[188, 844, 389, 859]
directory-entry: Haberbeck, C., Arbtr., Bernestr. 31 bbox=[488, 1117, 658, 1132]
directory-entry: Jeske, F., Arbtr., Farmsenerstr. bbox=[1088, 965, 1236, 980]
directory-entry: — F., Steuerm., Schillerstr. 22, ⊠ Hbg. 33 bbox=[802, 403, 1009, 418]
directory-entry: Heldt, B., Arbtr., Owiesenstr. 58 bbox=[788, 661, 946, 676]
directory-entry: Guddat, H., Maurer, Hamburgerstr. 4, ⊠ Hbg. 33 bbox=[488, 965, 727, 980]
directory-entry: Hesse, G., Maler, Goethestr. 25, ⊠ Hbg 33 bbox=[788, 1057, 997, 1072]
directory-entry: Jacobs, K., Schmied, am Stühm 4 Nr. 199 bbox=[1088, 753, 1292, 768]
directory-entry: Harder, H., Stellm., Hamburgerstr. 43, ⊠ Hbg 33 bbox=[788, 221, 1027, 235]
directory-entry: Germershausen, A., Seem., Cornehlstr. 6, ⊠ Hbg. 33 bbox=[188, 1376, 445, 1391]
directory-entry: Kahl, Willy, Gärtner, Anderheit's Allee 37 bbox=[1088, 1285, 1292, 1300]
prev-page-fragment: Hbg.33 bbox=[2, 207, 51, 222]
directory-entry: Griem, A., Wäscherei, Anderheit's Allee 12 bbox=[488, 677, 699, 692]
directory-entry: — P., Buchdrucker, Goethestr. 34, ⊠ Hbg. 33 bbox=[802, 1543, 1024, 1558]
directory-entry: Gehrken, W., Konsumartikel, ☎ B 8 Cl 1463, Heinrich Helbing-Str. 19, ⊠ Hbg 33 bbox=[188, 1194, 461, 1224]
directory-entry: Hann, Alwin, Brothdlg., Hamburgerstrasse 62, ⊠ Hbg. 33 bbox=[488, 1361, 771, 1376]
directory-entry: — Carl, Zimmerm., Teichstr. 3 bbox=[202, 281, 353, 296]
directory-entry: Hinnerichs, W., Mechanik., am Stühm 5 bbox=[788, 1224, 984, 1239]
directory-entry: Junghans, Paul, Schlosser, Hermann-Löns-Allee 8 bbox=[1088, 1148, 1333, 1163]
